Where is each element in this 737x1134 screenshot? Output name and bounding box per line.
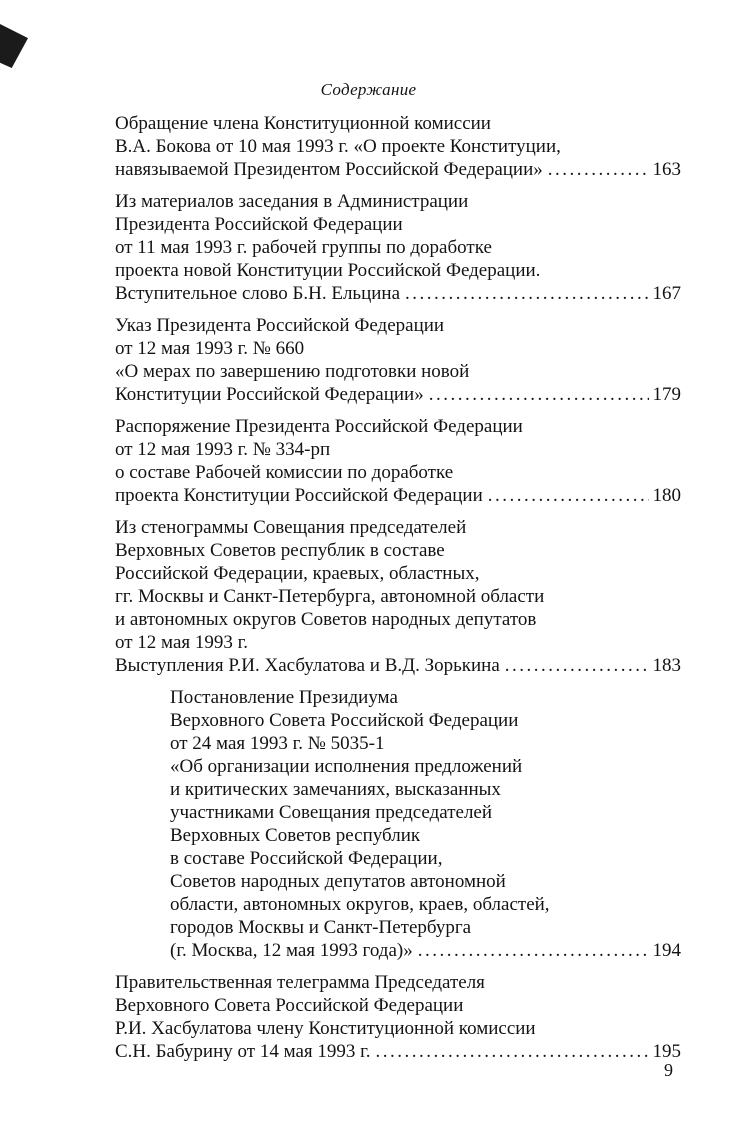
dot-leader <box>418 939 649 962</box>
toc-page-number: 163 <box>652 159 681 180</box>
toc-line-with-page <box>115 654 681 677</box>
toc-entry <box>115 314 681 406</box>
toc-line: Президента Российской Федерации <box>115 214 403 235</box>
toc-line: Постановление Президиума <box>170 687 398 708</box>
dot-leader <box>405 282 648 305</box>
toc-line: участниками Совещания председателей <box>170 802 493 823</box>
toc-line-with-page <box>115 484 681 507</box>
toc-list <box>115 112 681 1072</box>
toc-line-text: Выступления Р.И. Хасбулатова и В.Д. Зорькина <box>115 655 500 676</box>
toc-line-text: навязываемой Президентом Российской Федерации» <box>115 159 543 180</box>
toc-entry <box>170 686 681 962</box>
toc-line: Верховных Советов республик в составе <box>115 540 445 561</box>
toc-line: «Об организации исполнения предложений <box>170 756 523 777</box>
dot-leader <box>548 158 649 181</box>
dot-leader <box>429 383 649 406</box>
toc-page-number: 183 <box>652 655 681 676</box>
toc-line: о составе Рабочей комиссии по доработке <box>115 462 454 483</box>
toc-line: от 12 мая 1993 г. № 660 <box>115 338 305 359</box>
toc-line: и критических замечаниях, высказанных <box>170 779 501 800</box>
toc-line: проекта новой Конституции Российской Федерации. <box>115 260 541 281</box>
dot-leader <box>376 1040 649 1063</box>
toc-entry <box>115 415 681 507</box>
toc-line-with-page <box>115 383 681 406</box>
toc-line-text: (г. Москва, 12 мая 1993 года)» <box>170 940 413 961</box>
toc-line: Обращение члена Конституционной комиссии <box>115 113 491 134</box>
toc-line-text: С.Н. Бабурину от 14 мая 1993 г. <box>115 1041 371 1062</box>
dot-leader <box>505 654 649 677</box>
toc-line: и автономных округов Советов народных депутатов <box>115 609 537 630</box>
toc-line: в составе Российской Федерации, <box>170 848 443 869</box>
toc-page-number: 179 <box>652 384 681 405</box>
scan-artifact <box>0 24 28 68</box>
toc-line: от 12 мая 1993 г. № 334-рп <box>115 439 331 460</box>
toc-line: Распоряжение Президента Российской Федерации <box>115 416 523 437</box>
toc-line: Правительственная телеграмма Председателя <box>115 972 485 993</box>
toc-line: области, автономных округов, краев, областей, <box>170 894 550 915</box>
toc-line: Российской Федерации, краевых, областных, <box>115 563 480 584</box>
toc-line: «О мерах по завершению подготовки новой <box>115 361 470 382</box>
toc-line-with-page <box>115 1040 681 1063</box>
dot-leader <box>488 484 649 507</box>
toc-line: Указ Президента Российской Федерации <box>115 315 445 336</box>
toc-page-number: 167 <box>652 283 681 304</box>
toc-line-with-page <box>170 939 681 962</box>
toc-line: гг. Москвы и Санкт-Петербурга, автономной области <box>115 586 545 607</box>
toc-line: Советов народных депутатов автономной <box>170 871 506 892</box>
toc-line: Верховного Совета Российской Федерации <box>170 710 519 731</box>
toc-line: городов Москвы и Санкт-Петербурга <box>170 917 472 938</box>
toc-line: Из материалов заседания в Администрации <box>115 191 469 212</box>
toc-entry <box>115 190 681 305</box>
toc-line: Из стенограммы Совещания председателей <box>115 517 467 538</box>
toc-line-text: Вступительное слово Б.Н. Ельцина <box>115 283 401 304</box>
folio-page-number: 9 <box>664 1060 673 1080</box>
toc-line-with-page <box>115 282 681 305</box>
toc-line: Р.И. Хасбулатова члену Конституционной комиссии <box>115 1018 536 1039</box>
page-title: Содержание <box>320 80 417 99</box>
toc-line: от 11 мая 1993 г. рабочей группы по доработке <box>115 237 492 258</box>
toc-page-number: 180 <box>652 485 681 506</box>
toc-line: Верховных Советов республик <box>170 825 421 846</box>
toc-line-text: Конституции Российской Федерации» <box>115 384 424 405</box>
toc-entry <box>115 516 681 677</box>
toc-line: от 24 мая 1993 г. № 5035-1 <box>170 733 385 754</box>
toc-page-number: 195 <box>652 1041 681 1062</box>
toc-line: Верховного Совета Российской Федерации <box>115 995 464 1016</box>
toc-line: от 12 мая 1993 г. <box>115 632 249 653</box>
toc-entry <box>115 112 681 181</box>
toc-line: В.А. Бокова от 10 мая 1993 г. «О проекте Конституции, <box>115 136 561 157</box>
toc-page-number: 194 <box>652 940 681 961</box>
toc-line-text: проекта Конституции Российской Федерации <box>115 485 483 506</box>
toc-line-with-page <box>115 158 681 181</box>
toc-entry <box>115 971 681 1063</box>
